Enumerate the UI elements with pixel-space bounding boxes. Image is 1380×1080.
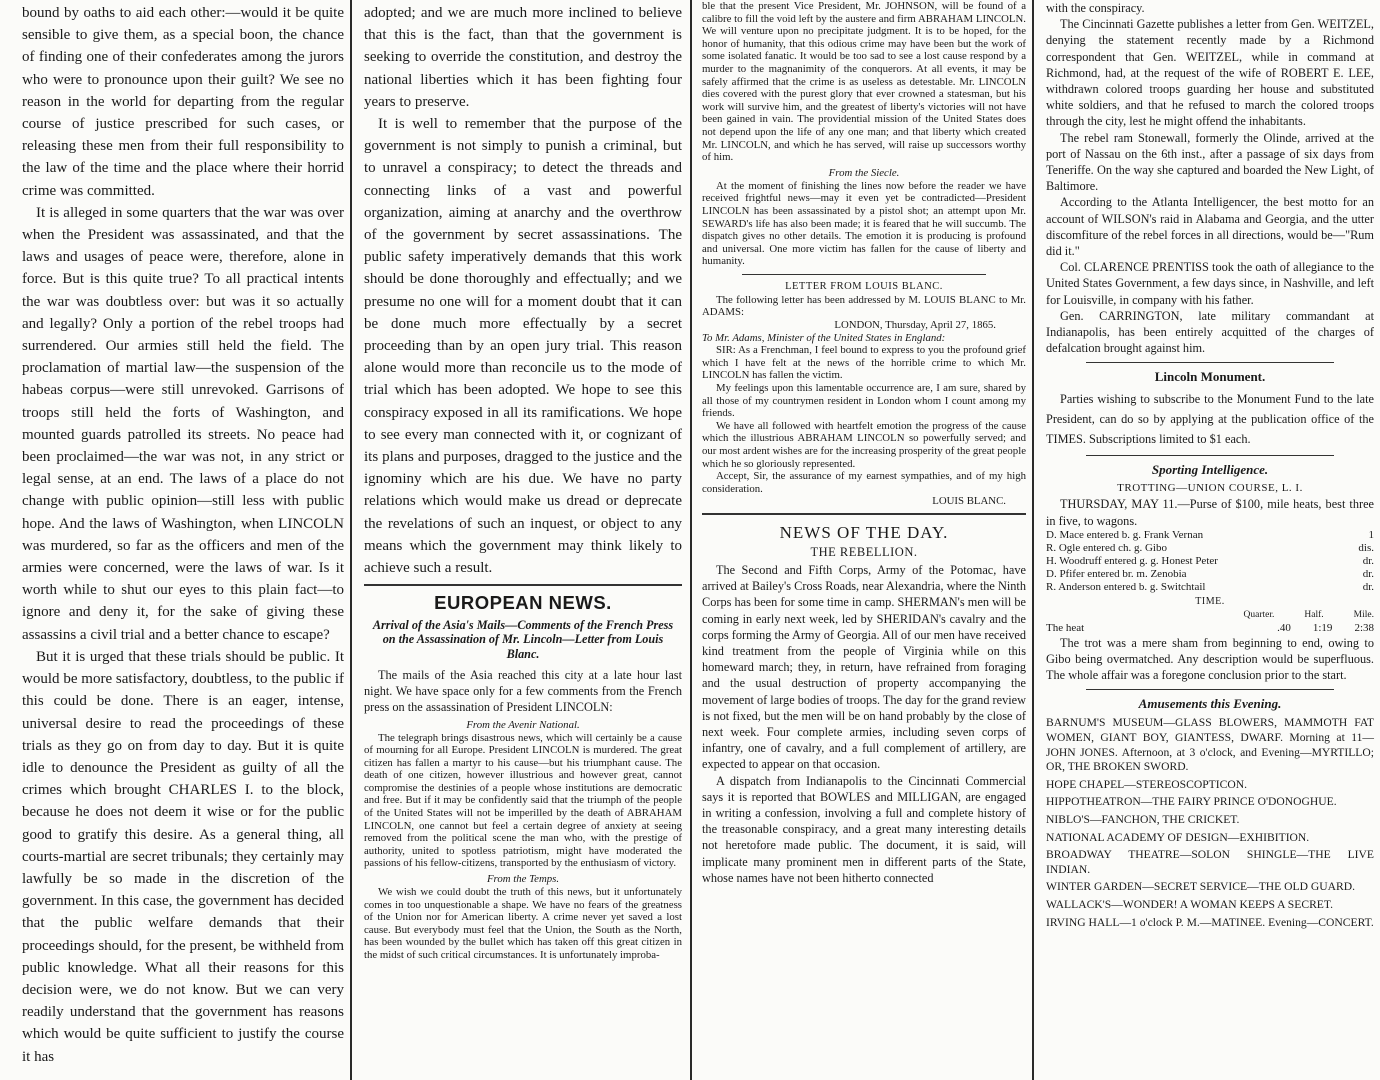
time-headers: Quarter. Half. Mile. bbox=[1243, 609, 1374, 620]
amusement-listing: HOPE CHAPEL—STEREOSCOPTICON. bbox=[1046, 777, 1247, 791]
letter-dateline: LONDON, Thursday, April 27, 1865. bbox=[834, 319, 996, 332]
time-label: TIME. bbox=[1195, 595, 1225, 607]
amusement-listing: NATIONAL ACADEMY OF DESIGN—EXHIBITION. bbox=[1046, 830, 1310, 844]
paragraph: We wish we could doubt the truth of this news, but it unfortunately comes in too unquestionable a shape. We have no fears of the greatness of the Union nor for American liberty. A crime never yet saved a lost cause. But everybody must feel that the Union, the South as the North, has been wounded by the bullet which has taken off this great citizen in the midst of such critical circumstances. It is unfortunately improba- bbox=[364, 886, 682, 961]
paragraph: At the moment of finishing the lines now before the reader we have received frightful news—may it even yet be contradicted—President LINCOLN has been assassinated by a pistol shot; an attempt upon Mr. SEWARD's life has also been made; it is feared that he will succumb. The dispatch gives no other details. The emotion it is producing is profound and universal. One more victim has fallen for the cause of liberty and humanity. bbox=[702, 179, 1026, 268]
paragraph: The rebel ram Stonewall, formerly the Olinde, arrived at the port of Nassau on the 6th inst., after a passage of six days from Teneriffe. On the way she captured and boarded the New Light, of Baltimore. bbox=[1046, 130, 1374, 194]
paragraph: The Second and Fifth Corps, Army of the Potomac, have arrived at Bailey's Cross Roads, near Alexandria, where the Ninth Corps has been for some time in camp. SHERMAN's men will be coming in early next week, led by SHERIDAN's cavalry and the corps forming the Army of Georgia. All of our men have received kind treatment from the people of Virginia while on this homeward march; they, in return, have refrained from foraging and the usual destruction of property accompanying the movement of large bodies of troops. The day for the grand review is not fixed, but the men will be on hand probably by the close of next week. Four complete armies, including seven corps of infantry, one of cavalry, and a full complement of artillery, are expected to appear on that occasion. bbox=[702, 562, 1026, 772]
paragraph: A dispatch from Indianapolis to the Cincinnati Commercial says it is reported that BOWLES and MILLIGAN, are engaged in writing a confession, involving a full and complete history of the treasonable conspiracy, and a great many interesting details not heretofore made public. The document, it is said, will implicate many prominent men in different parts of the State, whose names have not been hitherto connected bbox=[702, 773, 1026, 885]
amusement-listing: BROADWAY THEATRE—SOLON SHINGLE—THE LIVE INDIAN. bbox=[1046, 848, 1374, 876]
divider bbox=[1086, 455, 1334, 456]
amusement-listing: WALLACK'S—WONDER! A WOMAN KEEPS A SECRET. bbox=[1046, 898, 1334, 912]
amusement-listing: WINTER GARDEN—SECRET SERVICE—THE OLD GUARD. bbox=[1046, 880, 1355, 894]
paragraph: adopted; and we are much more inclined to believe that this is the fact, than that the government is seeking to override the constitution, and destroy the national liberties which it has been fighting four years to preserve. bbox=[364, 5, 682, 110]
paragraph: The Cincinnati Gazette publishes a letter from Gen. WEITZEL, denying the statement recently made by a Richmond correspondent that Gen. WEITZEL, while in command at Richmond, had, at the request of the wife of ROBERT E. LEE, withdrawn colored troops guarding her house and substituted white soldiers, and that he refused to march the colored troops through the city, lest he might offend the inhabitants. bbox=[1046, 17, 1374, 129]
sporting-heading: Sporting Intelligence. bbox=[1151, 462, 1269, 478]
letter-signature: LOUIS BLANC. bbox=[932, 495, 1006, 508]
paragraph: THURSDAY, MAY 11.—Purse of $100, mile heats, best three in five, to wagons. bbox=[1046, 497, 1374, 528]
paragraph: According to the Atlanta Intelligencer, the best motto for an account of WILSON's raid in Alabama and Georgia, and the utter discomfiture of the rebel forces in all directions, would be—"Rum did it." bbox=[1046, 195, 1374, 259]
race-entry: D. Mace entered b. g. Frank Vernan 1 bbox=[1046, 528, 1374, 541]
european-news-headline: EUROPEAN NEWS. bbox=[434, 592, 612, 614]
european-news-deck: Arrival of the Asia's Mails—Comments of the French Press on the Assassination of Mr. Lincoln—Letter from Louis Blanc. bbox=[372, 618, 674, 661]
paragraph: with the conspiracy. bbox=[1046, 1, 1145, 15]
paragraph: Accept, Sir, the assurance of my earnest sympathies, and of my high consideration. bbox=[702, 470, 1026, 495]
amusement-listing: IRVING HALL—1 o'clock P. M.—MATINEE. Evening—CONCERT. bbox=[1046, 915, 1374, 929]
source-label: From the Siecle. bbox=[828, 166, 900, 179]
race-entries bbox=[1046, 529, 1374, 594]
paragraph: Col. CLARENCE PRENTISS took the oath of allegiance to the United States Government, a few days since, in Nashville, and left for Louisville, in company with his father. bbox=[1046, 260, 1374, 307]
lincoln-monument-heading: Lincoln Monument. bbox=[1154, 369, 1266, 385]
paragraph: It is alleged in some quarters that the war was over when the President was assassinated, and that the laws and usages of peace were, therefore, alone in force. But is this quite true? To all practical intents the war was doubtless over: but was it so actually and legally? Only a portion of the rebel troops had surrendered. Our armies still held the field. The proclamation of martial law—the suspension of the habeas corpus—were still unrevoked. Garrisons of troops still held the forts of Washington, and mounted guards patrolled its streets. No peace had been proclaimed—the war was not, in any strict or legal sense, at an end. The laws of a place do not change with public opinion—still less with public hope. And the laws of Washington, when LINCOLN was murdered, so far as the officers and men of the armies were concerned, were the laws of war. Is it worth while to shut our eyes to this plain fact—to ignore and deny it, for the sake of giving these assassins a civil trial and a better chance to escape? bbox=[22, 204, 344, 643]
paragraph: The telegraph brings disastrous news, which will certainly be a cause of mourning for all Europe. President LINCOLN is murdered. The great citizen has fallen a martyr to his cause—but his triumphant cause. The death of one citizen, however illustrious and however great, cannot compromise the destinies of a people whose institutions are democratic and free. But if it may be confidently said that the triumph of the people of the United States will not be imperilled by the death of ABRAHAM LINCOLN, one cannot but feel a certain degree of anxiety at seeing removed from the political scene the man who, with the prestige of authority, united to spotless patriotism, might have moderated the passions of his fellow-citizens, transported by the enthusiasm of victory. bbox=[364, 731, 682, 870]
amusement-listing: NIBLO'S—FANCHON, THE CRICKET. bbox=[1046, 813, 1240, 827]
trotting-subheading: TROTTING—UNION COURSE, L. I. bbox=[1117, 482, 1303, 495]
paragraph: The following letter has been addressed by M. LOUIS BLANC to Mr. ADAMS: bbox=[702, 293, 1026, 319]
amusement-listing: BARNUM'S MUSEUM—GLASS BLOWERS, MAMMOTH FAT WOMEN, GIANT BOY, GIANTESS, DWARF. Morning at 11—JOHN JONES. Afternoon, at 3 o'clock, and Evening—MYRTILLO; OR, THE BROKEN SWORD. bbox=[1046, 716, 1374, 774]
divider bbox=[364, 584, 682, 586]
letter-title: LETTER FROM LOUIS BLANC. bbox=[785, 280, 943, 292]
divider bbox=[702, 513, 1026, 515]
source-label: From the Avenir National. bbox=[466, 718, 580, 731]
source-label: From the Temps. bbox=[486, 873, 560, 886]
amusement-listing: HIPPOTHEATRON—THE FAIRY PRINCE O'DONOGHUE. bbox=[1046, 795, 1337, 809]
paragraph: ble that the present Vice President, Mr. JOHNSON, will be found of a calibre to fill the void left by the austere and firm ABRAHAM LINCOLN. We will venture upon no precipitate judgment. It is to be hoped, for the honor of humanity, that this odious crime may have been but the work of some isolated fanatic. It would be too sad to see a lost cause respond by a murder to the magnanimity of the conquerors. At all events, it may be safely affirmed that the crime is as useless as detestable. Mr. LINCOLN dies covered with the purest glory that ever crowned a statesman, but his work will survive him, and the greatest of liberty's victories will not have been gained in vain. The providential mission of the United States does not depend upon the life of any one man; and that liberty which created Mr. LINCOLN, and which he has served, will raise up successors worthy of him. bbox=[702, 0, 1026, 164]
column-4 bbox=[1034, 0, 1380, 1080]
race-entry: R. Ogle entered ch. g. Gibo dis. bbox=[1046, 541, 1374, 554]
paragraph: Gen. CARRINGTON, late military commandant at Indianapolis, has been entirely acquitted of the charges of defalcation brought against him. bbox=[1046, 308, 1374, 356]
rebellion-subheading: THE REBELLION. bbox=[810, 544, 918, 559]
divider bbox=[742, 274, 986, 275]
time-table bbox=[1046, 609, 1374, 635]
race-entry: H. Woodruff entered g. g. Honest Peter dr. bbox=[1046, 554, 1374, 567]
intro-paragraph: The mails of the Asia reached this city at a late hour last night. We have space only for a few comments from the French press on the assassination of President LINCOLN: bbox=[364, 667, 682, 715]
amusements-heading: Amusements this Evening. bbox=[1138, 696, 1282, 712]
paragraph: SIR: As a Frenchman, I feel bound to express to you the profound grief which I have felt at the news of the horrible crime to which Mr. LINCOLN has fallen the victim. bbox=[702, 344, 1026, 382]
divider bbox=[1086, 689, 1334, 690]
race-entry: R. Anderson entered b. g. Switchtail dr. bbox=[1046, 580, 1374, 593]
column-3 bbox=[692, 0, 1034, 1080]
column-1-editorial bbox=[0, 0, 352, 1080]
news-of-the-day-headline: NEWS OF THE DAY. bbox=[779, 522, 949, 542]
paragraph: The trot was a mere sham from beginning to end, owing to Gibo being overmatched. Any description would be superfluous. The whole affair was a foregone conclusion prior to the start. bbox=[1046, 635, 1374, 683]
paragraph: We have all followed with heartfelt emotion the progress of the cause which the illustrious ABRAHAM LINCOLN so powerfully served; and our most ardent wishes are for the increasing prosperity of the great people which he so gloriously represented. bbox=[702, 419, 1026, 470]
time-row: The heat .40 1:19 2:38 bbox=[1046, 621, 1374, 634]
race-entry: D. Pfifer entered br. m. Zenobia dr. bbox=[1046, 567, 1374, 580]
paragraph: It is well to remember that the purpose of the government is not simply to punish a criminal, but to unravel a conspiracy; to detect the threads and connecting links of a vast and powerful organization, aiming at anarchy and the overthrow of the government by secret assassinations. The public safety imperatively demands that this work should be done thoroughly and effectually; and we presume no one will for a moment doubt that it can be done much more effectually by a secret proceeding than by an open jury trial. This reason alone would more than reconcile us to the mode of trial which has been adopted. We hope to see this conspiracy exposed in all its ramifications. We hope to see every man connected with it, or cognizant of its plans and purposes, dragged to the justice and the ignominy which are his due. We have no party relations which would make us dread or deprecate the revelations of such an inquest, or object to any means which the government may think likely to achieve such a result. bbox=[364, 116, 682, 577]
column-2 bbox=[352, 0, 692, 1080]
paragraph: bound by oaths to aid each other:—would it be quite sensible to give them, as a special boon, the chance of finding one of their confederates among the jurors who were to pronounce upon their guilt? We see no reason in the world for departing from the regular course of justice prescribed for such cases, or releasing these men from their full responsibility to the law of the time and the place where their horrid crime was committed. bbox=[22, 5, 344, 199]
letter-address: To Mr. Adams, Minister of the United States in England: bbox=[702, 331, 946, 344]
paragraph: Parties wishing to subscribe to the Monument Fund to the late President, can do so by applying at the publication office of the TIMES. Subscriptions limited to $1 each. bbox=[1046, 392, 1374, 447]
divider bbox=[1086, 362, 1334, 363]
paragraph: My feelings upon this lamentable occurrence are, I am sure, shared by all those of my countrymen resident in London whom I count among my friends. bbox=[702, 382, 1026, 420]
paragraph: But it is urged that these trials should be public. It would be more satisfactory, doubtless, to the public if this could be done. There is an eager, intense, universal desire to read the proceedings of these trials as they go on from day to day. But it is quite idle to denounce the President as guilty of all the crimes which brought CHARLES I. to the block, because he does not deem it wise or for the public good to gratify this desire. As a general thing, all courts-martial are secret tribunals; they certainly may lawfully be so made in the discretion of the government. In this case, the government has decided that the public welfare demands that their proceedings should, for the present, be withheld from public knowledge. What all their reasons for this decision were, we do not know. But we can very readily understand that the government has reasons which would be quite sufficient to justify the course it has bbox=[22, 648, 344, 1065]
